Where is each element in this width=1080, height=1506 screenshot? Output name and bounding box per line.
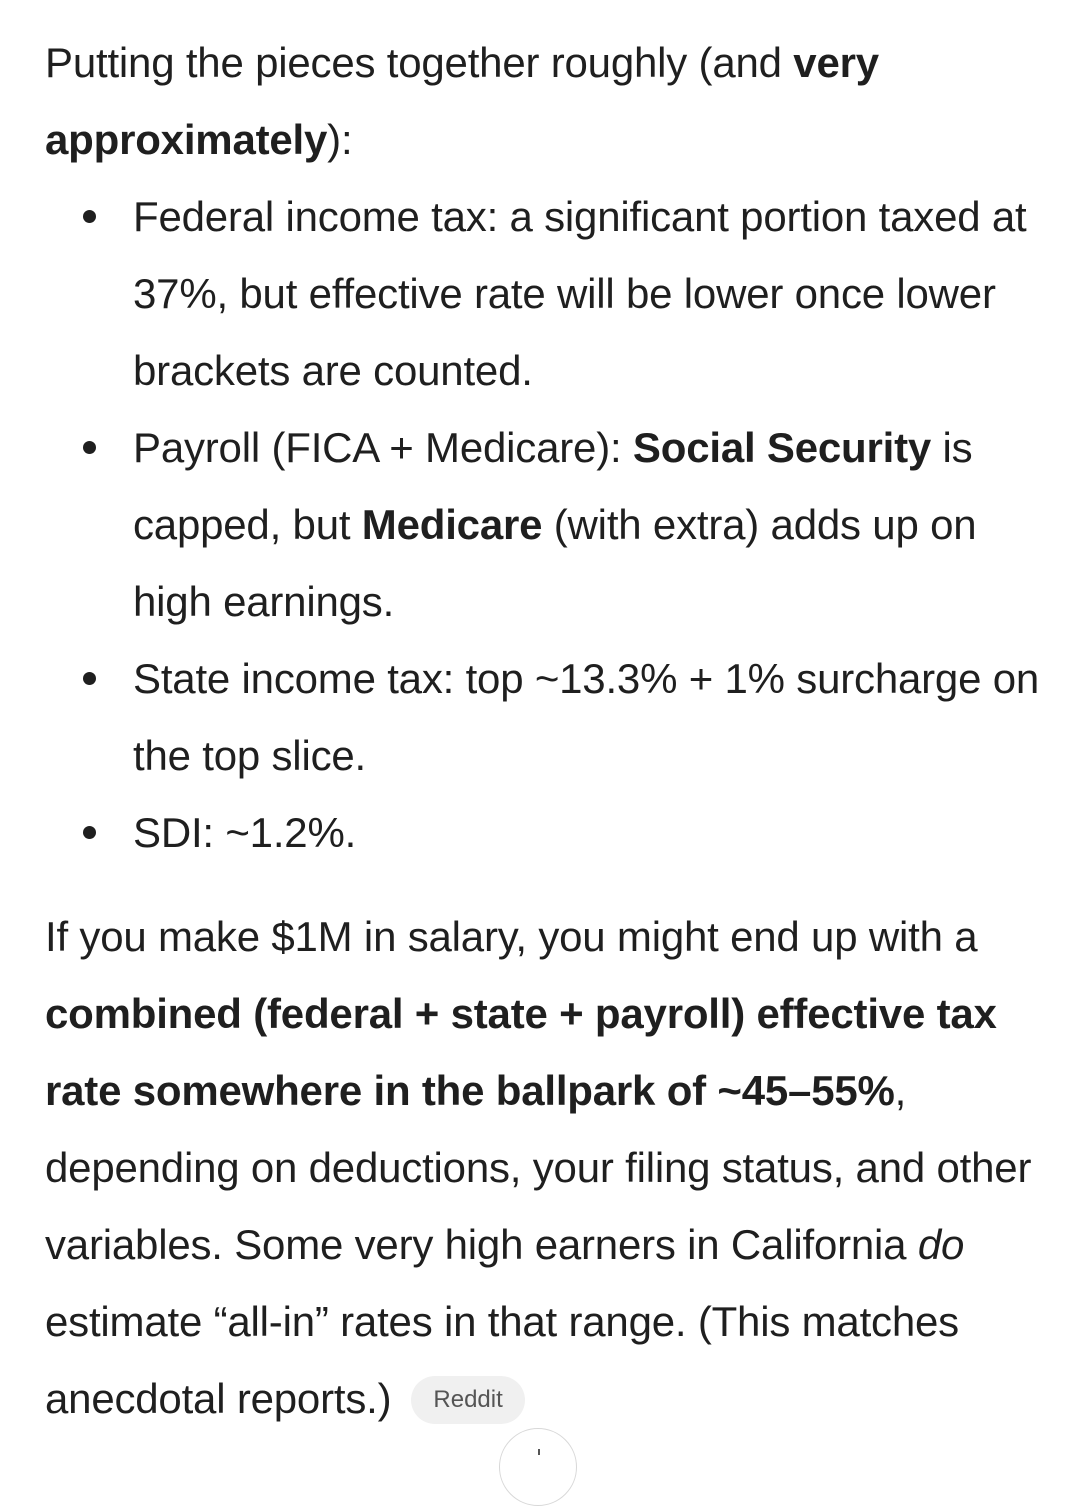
summary-bold: combined (federal + state + payroll) effective tax rate somewhere in the ballpark of ~45–55% <box>45 990 997 1114</box>
intro-bold: very approximately <box>45 39 879 163</box>
summary-text-3: estimate “all-in” rates in that range. (This matches anecdotal reports.) <box>45 1298 959 1422</box>
summary-italic: do <box>917 1221 965 1268</box>
payroll-text-end: (with extra) adds up on high earnings. <box>133 501 977 625</box>
answer-content <box>45 24 1045 1437</box>
medicare-bold: Medicare <box>361 501 543 548</box>
list-item-state <box>133 640 1045 794</box>
intro-paragraph <box>45 24 1045 178</box>
source-chip-reddit[interactable]: Reddit <box>411 1376 524 1424</box>
tax-breakdown-list <box>45 178 1045 871</box>
federal-text: Federal income tax: a significant portion taxed at 37%, but effective rate will be lower once lower brackets are counted. <box>133 193 1027 394</box>
list-item-payroll <box>133 409 1045 640</box>
summary-text-2: , depending on deductions, your filing status, and other variables. Some very high earners in California <box>45 1067 1032 1268</box>
state-text: State income tax: top ~13.3% + 1% surcharge on the top slice. <box>133 655 1040 779</box>
payroll-text-mid: is capped, but <box>133 424 973 548</box>
sdi-text: SDI: ~1.2%. <box>133 809 357 856</box>
payroll-text: Payroll (FICA + Medicare): <box>133 424 633 471</box>
intro-text: Putting the pieces together roughly (and <box>45 39 794 86</box>
list-item-sdi <box>133 794 1045 871</box>
summary-text-1: If you make $1M in salary, you might end up with a <box>45 913 978 960</box>
summary-paragraph <box>45 898 1045 1437</box>
list-item-federal <box>133 178 1045 409</box>
social-security-bold: Social Security <box>632 424 932 471</box>
intro-text-end: ): <box>327 116 353 163</box>
scroll-down-button[interactable] <box>499 1428 577 1506</box>
